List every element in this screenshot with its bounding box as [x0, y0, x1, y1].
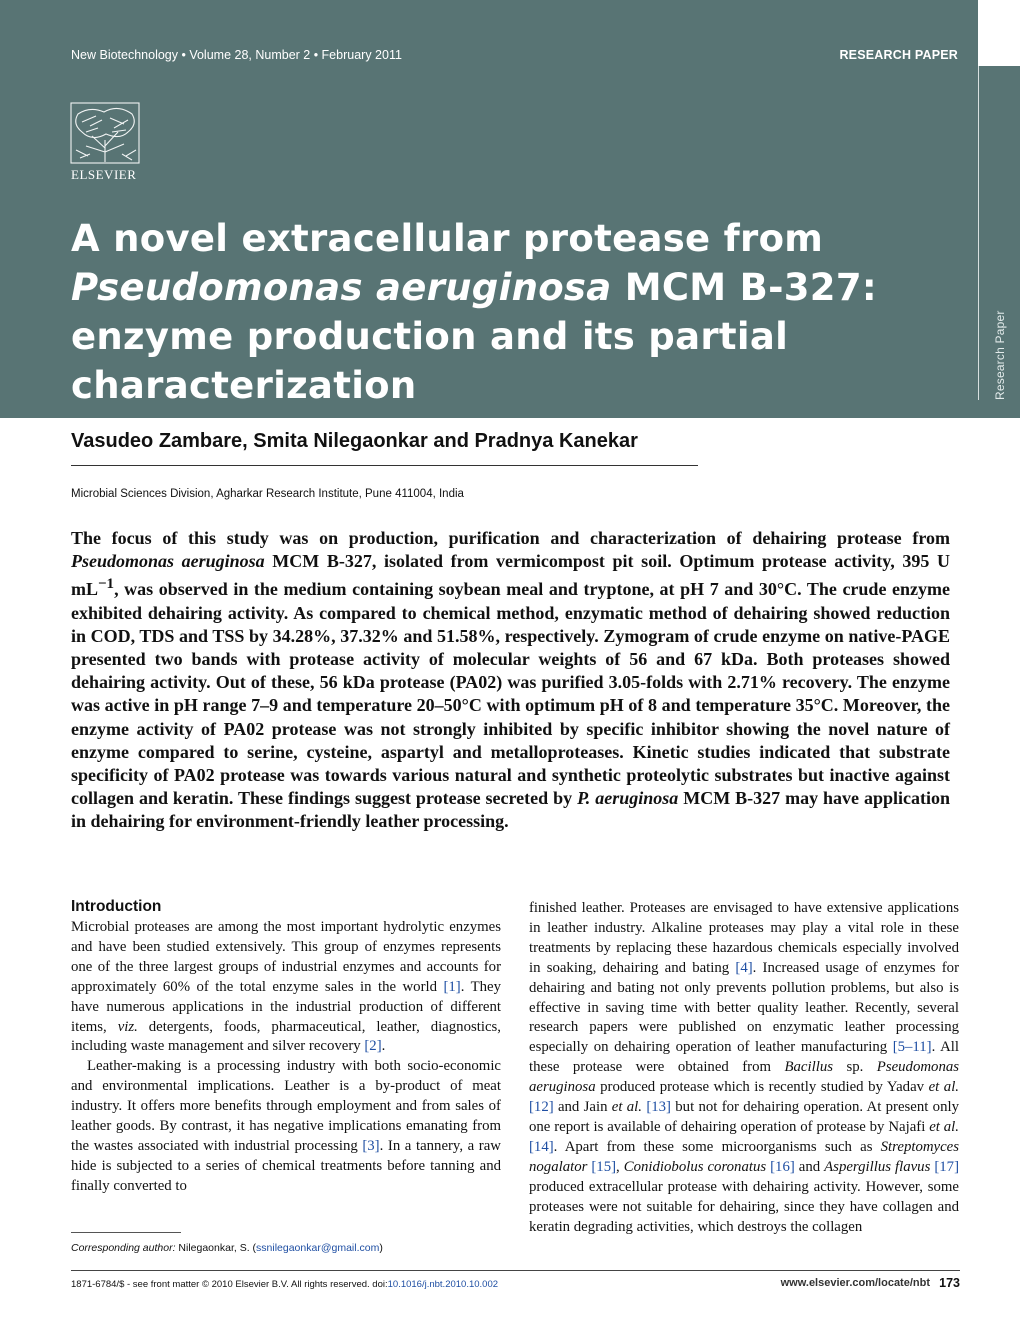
intro-paragraph-2-continued: finished leather. Proteases are envisaged to have extensive applications in leather industry. Alkaline proteases may play a vital role in these treatments by replacing these hazardous chemicals especially involved in soaking, dehairing and bating [4]. Increased usage of enzymes for dehairing and bating not only prevents pollution problems, but also is effective in saving time with better quality leather. Recently, several research papers were published on enzymatic leather processing especially on dehairing operation of leather manufacturing [5–11]. All these protease were obtained from Bacillus sp. Pseudomonas aeruginosa produced protease which is recently studied by Yadav et al. [12] and Jain et al. [13] but not for dehairing operation. At present only one report is available of dehairing operation of protease by Najafi et al. [14]. Apart from these some microorganisms such as Streptomyces nogalator [15], Conidiobolus coronatus [16] and Aspergillus flavus [17] produced extracellular protease with dehairing activity. However, some proteases were not suitable for dehairing, since they have collagen and keratin degrading activities, which destroys the collagen	[529, 900, 960, 1235]
citation-link-16[interactable]: [16]	[770, 1158, 795, 1175]
section-label: RESEARCH PAPER	[839, 48, 958, 62]
citation-link-4[interactable]: [4]	[735, 959, 753, 976]
citation-link-17[interactable]: [17]	[934, 1158, 959, 1175]
citation-link-12[interactable]: [12]	[529, 1099, 554, 1116]
journal-citation: New Biotechnology • Volume 28, Number 2 • February 2011	[71, 48, 402, 62]
intro-paragraph-1: Microbial proteases are among the most important hydrolytic enzymes and have been studied extensively. This group of enzymes represents one of the three largest groups of industrial enzymes and accounts for approximately 60% of the total enzyme sales in the world [1]. They have numerous applications in the industrial production of different items, viz. detergents, foods, pharmaceutical, leather, diagnostics, including waste management and silver recovery [2].	[71, 919, 501, 1055]
author-list: Vasudeo Zambare, Smita Nilegaonkar and Pradnya Kanekar	[71, 430, 638, 452]
side-divider	[978, 66, 979, 400]
section-heading-introduction: Introduction	[71, 898, 162, 915]
author-email-link[interactable]: ssnilegaonkar@gmail.com	[256, 1242, 380, 1254]
citation-link-2[interactable]: [2]	[364, 1038, 382, 1055]
abstract: The focus of this study was on production, purification and characterization of dehairing protease from Pseudomonas aeruginosa MCM B-327, isolated from vermicompost pit soil. Optimum protease activity, 395 U $mL^{-1}$, was observed in the medium containing soybean meal and tryptone, at pH 7 and 30°C. The crude enzyme exhibited dehairing activity. As compared to chemical method, enzymatic method of dehairing showed reduction in COD, TDS and TSS by 34.28%, 37.32% and 51.58%, respectively. Zymogram of crude enzyme on native-PAGE presented two bands with protease activity of molecular weights of 56 and 67 kDa. Both proteases showed dehairing activity. Out of these, 56 kDa protease (PA02) was purified 3.05-folds with 2.71% recovery. The enzyme was active in pH range 7–9 and temperature 20–50°C with optimum pH of 8 and temperature 35°C. Moreover, the enzyme activity of PA02 protease was not strongly inhibited by specific inhibitor showing the novel nature of enzyme compared to serine, cysteine, aspartyl and metalloproteases. Kinetic studies indicated that substrate specificity of PA02 protease was towards various natural and synthetic proteolytic substrates but inactive against collagen and keratin. These findings suggest protease secreted by P. aeruginosa MCM B-327 may have application in dehairing for environment-friendly leather processing.	[71, 528, 951, 832]
body-column-left	[71, 897, 501, 1197]
side-section-label: Research Paper	[993, 310, 1007, 400]
article-title: A novel extracellular protease from Pseudomonas aeruginosa MCM B-327: enzyme production and its partial characterization	[71, 217, 877, 407]
citation-link-15[interactable]: [15]	[591, 1158, 617, 1175]
journal-url[interactable]: www.elsevier.com/locate/nbt	[780, 1277, 930, 1289]
body-column-right	[529, 899, 959, 1237]
copyright-line: 1871-6784/$ - see front matter © 2010 Elsevier B.V. All rights reserved. doi:10.1016/j.nbt.2010.10.002	[71, 1279, 499, 1290]
publisher-logo-text: ELSEVIER	[71, 167, 137, 182]
citation-link-1[interactable]: [1]	[443, 978, 461, 995]
citation-link-3[interactable]: [3]	[362, 1137, 380, 1154]
citation-link-5-11[interactable]: [5–11]	[892, 1039, 932, 1056]
affiliation: Microbial Sciences Division, Agharkar Research Institute, Pune 411004, India	[71, 488, 464, 500]
footnote-divider	[71, 1232, 181, 1233]
corresponding-author-note: Corresponding author: Nilegaonkar, S. (ssnilegaonkar@gmail.com)	[71, 1242, 383, 1254]
intro-paragraph-2: Leather-making is a processing industry with both socio-economic and environmental implications. Leather is a by-product of meat industry. It offers more benefits through employment and from sales of leather goods. By contrast, it has negative implications emanating from the wastes associated with industrial processing [3]. In a tannery, a raw hide is subjected to a series of chemical treatments before tanning and finally converted to	[71, 1058, 501, 1194]
doi-link[interactable]: 10.1016/j.nbt.2010.10.002	[387, 1279, 499, 1290]
citation-link-14[interactable]: [14]	[529, 1138, 554, 1155]
author-divider	[71, 465, 698, 466]
footer-divider	[71, 1270, 960, 1271]
citation-link-13[interactable]: [13]	[646, 1099, 671, 1116]
page-number: 173	[939, 1276, 960, 1290]
